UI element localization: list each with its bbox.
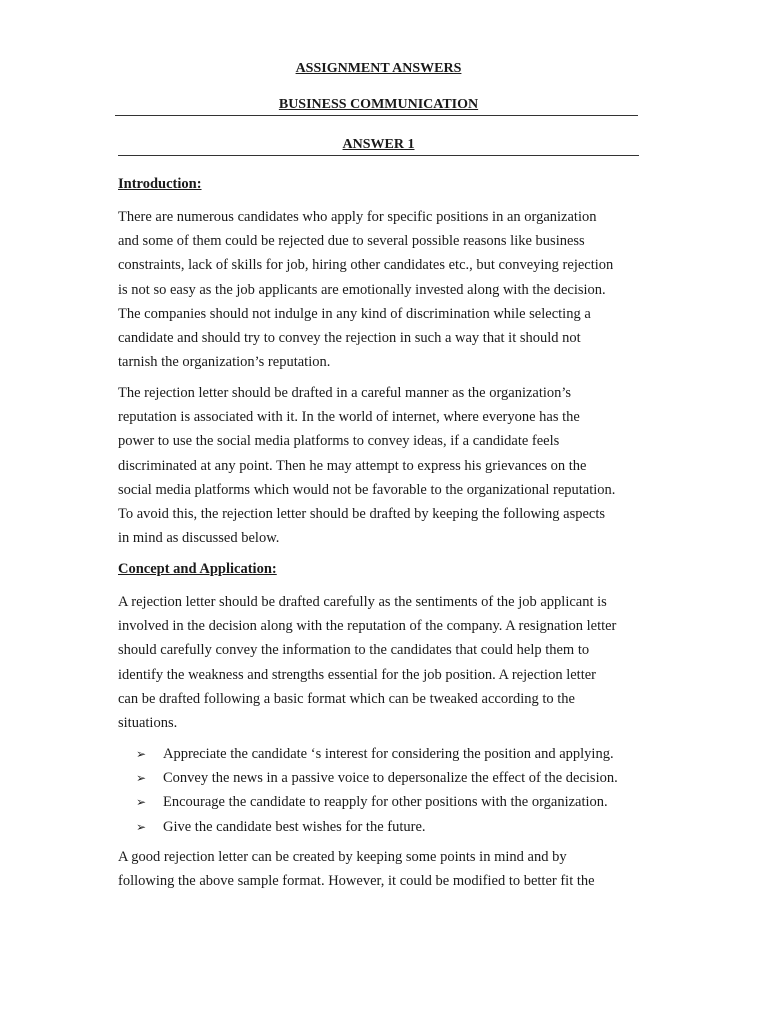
list-item	[136, 742, 618, 766]
text-line: following the above sample format. However, it could be modified to better fit the	[118, 873, 595, 890]
text-line: power to use the social media platforms to convey ideas, if a candidate feels	[118, 433, 560, 450]
text-line: and some of them could be rejected due to several possible reasons like business	[118, 233, 585, 250]
heading-concept-and-application: Concept and Application:	[118, 561, 277, 577]
introduction-paragraph-1	[118, 205, 639, 374]
text-line: social media platforms which would not be favorable to the organizational reputation.	[118, 481, 616, 498]
list-item-text: Encourage the candidate to reapply for other positions with the organization.	[163, 794, 608, 811]
arrowhead-icon: ➢	[136, 819, 147, 834]
text-line: can be drafted following a basic format which can be tweaked according to the	[118, 690, 575, 707]
text-line: constraints, lack of skills for job, hiring other candidates etc., but conveying rejection	[118, 257, 614, 274]
text-line: A rejection letter should be drafted carefully as the sentiments of the job applicant is	[118, 594, 607, 610]
concept-paragraph-1	[118, 590, 639, 735]
text-line: identify the weakness and strengths essential for the job position. A rejection letter	[118, 666, 596, 683]
list-item	[136, 790, 618, 814]
title-answer-1: ANSWER 1	[342, 137, 415, 152]
title-assignment-answers: ASSIGNMENT ANSWERS	[295, 61, 462, 76]
text-line: tarnish the organization’s reputation.	[118, 354, 331, 371]
bullet-list	[136, 742, 618, 839]
list-item	[136, 815, 618, 839]
heading-introduction: Introduction:	[118, 176, 202, 192]
text-line: situations.	[118, 715, 178, 732]
arrowhead-icon: ➢	[136, 795, 147, 810]
text-line: A good rejection letter can be created by keeping some points in mind and by	[118, 849, 567, 865]
arrowhead-icon: ➢	[136, 771, 147, 786]
text-line: reputation is associated with it. In the world of internet, where everyone has the	[118, 409, 580, 426]
text-line: The rejection letter should be drafted in a careful manner as the organization’s	[118, 385, 572, 401]
text-line: The companies should not indulge in any kind of discrimination while selecting a	[118, 305, 591, 322]
list-item	[136, 766, 618, 790]
text-line: in mind as discussed below.	[118, 530, 280, 547]
text-line: is not so easy as the job applicants are emotionally invested along with the decision.	[118, 281, 606, 298]
text-line: discriminated at any point. Then he may attempt to express his grievances on the	[118, 457, 587, 474]
introduction-paragraph-2	[118, 381, 639, 550]
horizontal-rule	[118, 155, 639, 156]
text-line: There are numerous candidates who apply for specific positions in an organization	[118, 209, 597, 225]
text-line: candidate and should try to convey the rejection in such a way that it should not	[118, 330, 581, 347]
list-item-text: Appreciate the candidate ‘s interest for considering the position and applying.	[163, 746, 614, 762]
concept-paragraph-2	[118, 845, 639, 893]
text-line: To avoid this, the rejection letter should be drafted by keeping the following aspects	[118, 506, 606, 523]
text-line: should carefully convey the information to the candidates that could help them to	[118, 642, 590, 659]
text-line: involved in the decision along with the reputation of the company. A resignation letter	[118, 618, 617, 635]
list-item-text: Convey the news in a passive voice to depersonalize the effect of the decision.	[163, 770, 618, 787]
list-item-text: Give the candidate best wishes for the future.	[163, 818, 426, 835]
arrowhead-icon: ➢	[136, 747, 147, 761]
horizontal-rule	[115, 115, 638, 116]
title-business-communication: BUSINESS COMMUNICATION	[278, 97, 479, 112]
